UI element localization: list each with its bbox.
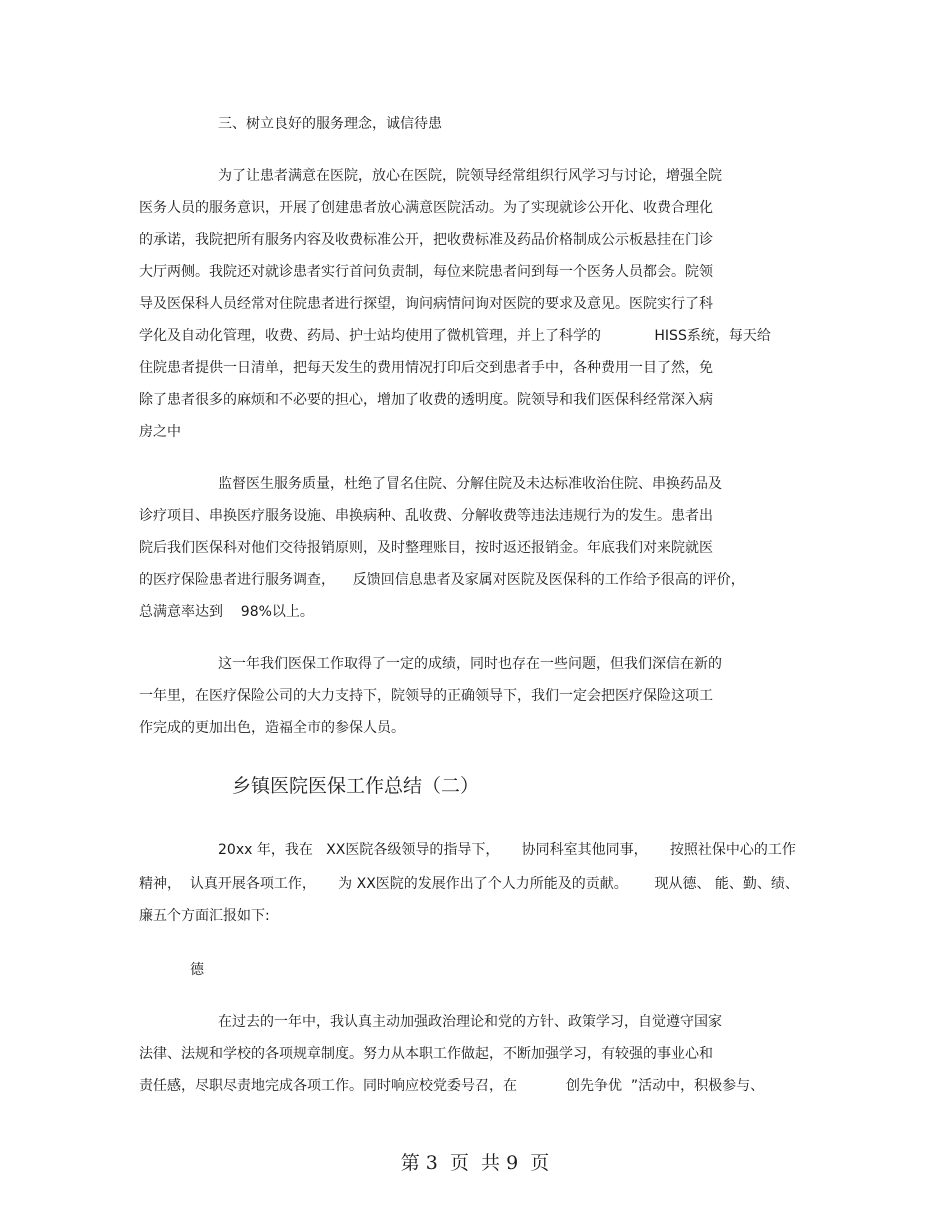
paragraph-line: 一年里，在医疗保险公司的大力支持下，院领导的正确领导下，我们一定会把医疗保险这项工 (139, 688, 713, 704)
paragraph-line: 除了患者很多的麻烦和不必要的担心，增加了收费的透明度。院领导和我们医保科经常深入病 (139, 392, 713, 408)
paragraph-line: 作完成的更加出色，造福全市的参保人员。 (139, 720, 405, 736)
paragraph-line: 学化及自动化管理，收费、药局、护士站均使用了微机管理，并上了科学的 HISS系统，每天给 (139, 328, 771, 344)
paragraph-line: 精神， 认真开展各项工作， 为 XX医院的发展作出了个人力所能及的贡献。 现从德、 能、勤、绩、 (139, 876, 799, 892)
paragraph-line: 总满意率达到 98%以上。 (139, 604, 314, 620)
paragraph-line: 监督医生服务质量，杜绝了冒名住院、分解住院及未达标准收治住院、串换药品及 (218, 476, 722, 492)
page-footer: 第 3 页 共 9 页 (400, 1152, 550, 1174)
paragraph-line: 医务人员的服务意识，开展了创建患者放心满意医院活动。为了实现就诊公开化、收费合理化 (139, 200, 713, 216)
paragraph-line: 房之中 (139, 424, 181, 440)
paragraph-line: 这一年我们医保工作取得了一定的成绩，同时也存在一些问题，但我们深信在新的 (218, 656, 722, 672)
paragraph-line: 导及医保科人员经常对住院患者进行探望，询问病情问询对医院的要求及意见。医院实行了科 (139, 296, 713, 312)
subsection-heading: 德 (190, 962, 204, 978)
section-heading: 三、树立良好的服务理念，诚信待患 (218, 116, 442, 132)
paragraph-line: 的承诺，我院把所有服务内容及收费标准公开，把收费标准及药品价格制成公示板悬挂在门诊 (139, 232, 713, 248)
paragraph-line: 院后我们医保科对他们交待报销原则，及时整理账目，按时返还报销金。年底我们对来院就医 (139, 540, 713, 556)
section-title: 乡镇医院医保工作总结（二） (232, 775, 480, 797)
paragraph-line: 住院患者提供一日清单，把每天发生的费用情况打印后交到患者手中，各种费用一目了然，免 (139, 360, 713, 376)
paragraph-line: 廉五个方面汇报如下: (139, 908, 270, 924)
paragraph-line: 为了让患者满意在医院，放心在医院，院领导经常组织行风学习与讨论，增强全院 (218, 168, 722, 184)
paragraph-line: 法律、法规和学校的各项规章制度。努力从本职工作做起，不断加强学习，有较强的事业心和 (139, 1046, 713, 1062)
paragraph-line: 责任感，尽职尽责地完成各项工作。同时响应校党委号召，在 创先争优 ”活动中，积极参与、 (139, 1078, 765, 1094)
paragraph-line: 的医疗保险患者进行服务调查， 反馈回信息患者及家属对医院及医保科的工作给予很高的评价， (139, 572, 745, 588)
paragraph-line: 在过去的一年中，我认真主动加强政治理论和党的方针、政策学习，自觉遵守国家 (218, 1014, 722, 1030)
paragraph-line: 诊疗项目、串换医疗服务设施、串换病种、乱收费、分解收费等违法违规行为的发生。患者出 (139, 508, 713, 524)
paragraph-line: 20xx 年，我在 XX医院各级领导的指导下， 协同科室其他同事， 按照社保中心的工作 (218, 842, 796, 858)
paragraph-line: 大厅两侧。我院还对就诊患者实行首问负责制，每位来院患者问到每一个医务人员都会。院领 (139, 264, 713, 280)
